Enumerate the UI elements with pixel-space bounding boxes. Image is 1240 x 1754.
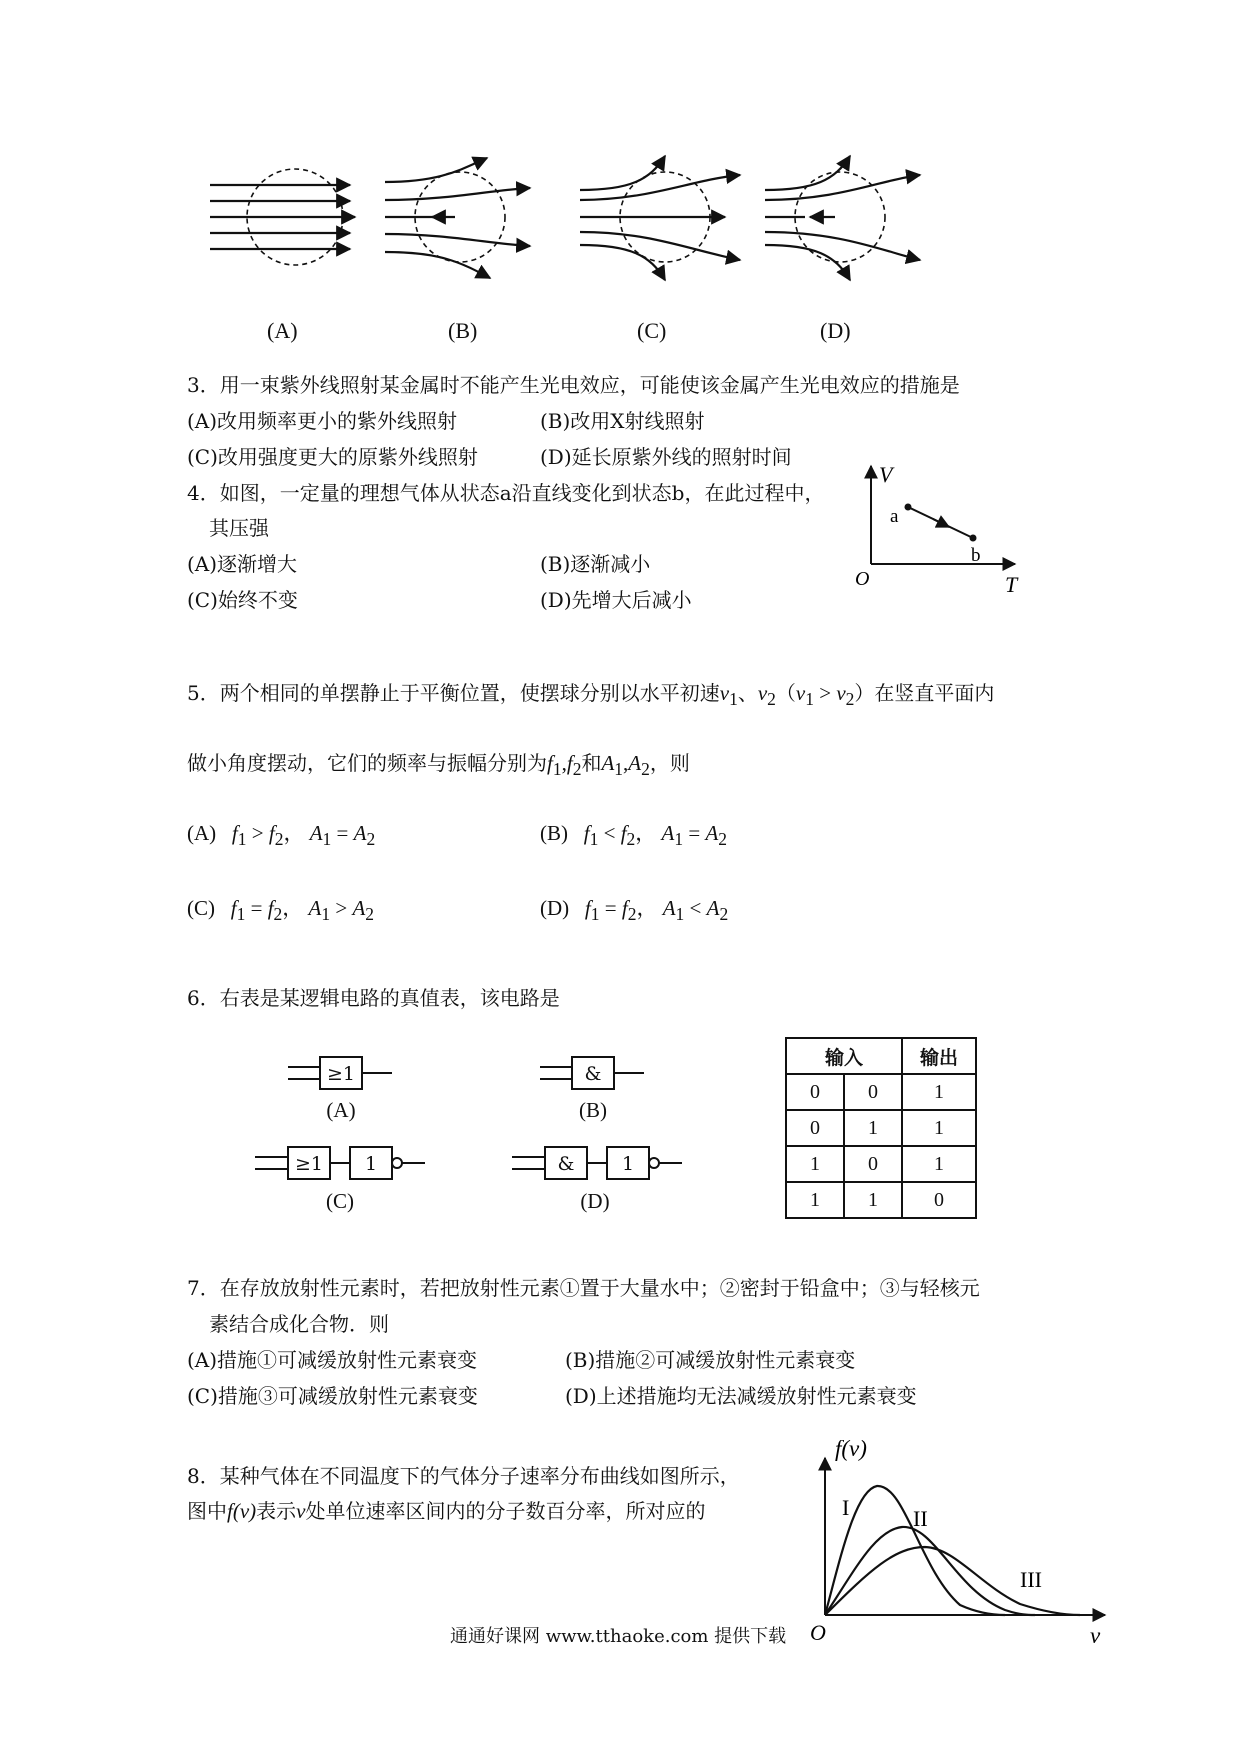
gate-c-nor-gate [255, 1147, 425, 1179]
vt-label-b: b [971, 545, 981, 566]
fv-x-label: v [1090, 1623, 1101, 1648]
q5-option-c: (C) $f_1 = f_2$， $A_1 > A_2$ [187, 896, 375, 925]
q7-stem-line1: 7．在存放放射性元素时，若把放射性元素①置于大量水中；②密封于铅盒中；③与轻核元 [187, 1276, 980, 1300]
q5-option-d: (D) $f_1 = f_2$， $A_1 < A_2$ [540, 896, 729, 925]
table-row: 0 0 1 [786, 1074, 976, 1110]
curve-label-ii: II [913, 1506, 928, 1531]
q6-stem: 6．右表是某逻辑电路的真值表，该电路是 [187, 986, 560, 1010]
truth-table-header-output: 输出 [902, 1038, 976, 1074]
scatter-diagram-c [580, 156, 740, 280]
vt-point-a [905, 504, 912, 511]
q5-stem-line1: 5．两个相同的单摆静止于平衡位置，使摆球分别以水平初速$v_1$、$v_2(v_1 > v_2)$在竖直平面内 [187, 681, 995, 710]
curve-ii [825, 1527, 1035, 1615]
q4-stem-line2: 其压强 [209, 516, 269, 540]
gate-d-second: 1 [621, 1153, 635, 1175]
vt-x-label: T [1005, 572, 1018, 597]
q4-stem-line1: 4．如图，一定量的理想气体从状态a沿直线变化到状态b，在此过程中， [187, 481, 825, 505]
gate-d-nand-gate [512, 1147, 682, 1179]
table-row: 1 1 0 [786, 1182, 976, 1218]
q5-option-a: (A) $f_1 > f_2$， $A_1 = A_2$ [187, 821, 376, 850]
truth-table-header-input: 输入 [786, 1038, 902, 1074]
q5-option-b: (B) $f_1 < f_2$， $A_1 = A_2$ [540, 821, 728, 850]
gate-b-symbol: & [584, 1063, 602, 1085]
scatter-label-a: (A) [267, 318, 298, 343]
table-row: 1 0 1 [786, 1146, 976, 1182]
q4-option-a: (A)逐渐增大 [187, 552, 298, 576]
gate-a-symbol: ≥1 [326, 1063, 356, 1085]
fv-y-label: f(v) [835, 1440, 867, 1461]
truth-table [785, 1037, 977, 1219]
scatter-label-b: (B) [448, 318, 478, 343]
speed-distribution-graph [810, 1440, 1110, 1650]
scatter-diagram-d [765, 156, 920, 280]
q8-stem-line1: 8．某种气体在不同温度下的气体分子速率分布曲线如图所示， [187, 1464, 740, 1488]
gate-c-label: (C) [326, 1189, 354, 1213]
q3-option-b: (B)改用X射线照射 [540, 409, 705, 433]
gate-a-label: (A) [326, 1098, 356, 1122]
q7-stem-line2: 素结合成化合物．则 [209, 1312, 389, 1336]
scattering-figure [200, 150, 1000, 300]
vt-point-b [970, 535, 977, 542]
scatter-diagram-b [385, 158, 530, 278]
q7-option-b: (B)措施②可减缓放射性元素衰变 [565, 1348, 856, 1372]
q3-stem: 3．用一束紫外线照射某金属时不能产生光电效应，可能使该金属产生光电效应的措施是 [187, 373, 960, 397]
q4-option-b: (B)逐渐减小 [540, 552, 651, 576]
curve-label-iii: III [1020, 1567, 1042, 1592]
table-row: 0 1 1 [786, 1110, 976, 1146]
footer-source: 通通好课网 www.tthaoke.com 提供下载 [450, 1626, 787, 1647]
q4-option-d: (D)先增大后减小 [540, 588, 692, 612]
fv-origin: O [810, 1620, 826, 1645]
vt-origin: O [855, 568, 870, 590]
gate-b-label: (B) [579, 1098, 607, 1122]
gate-d-symbol: & [557, 1153, 575, 1175]
vt-y-label: V [879, 462, 893, 487]
vt-graph [855, 460, 1030, 600]
q3-option-c: (C)改用强度更大的原紫外线照射 [187, 445, 478, 469]
scatter-label-c: (C) [637, 318, 667, 343]
scatter-diagram-a [210, 169, 355, 265]
q5-stem-line2: 做小角度摆动，它们的频率与振幅分别为$f_1,f_2$和$A_1,A_2$，则 [187, 751, 690, 780]
q7-option-c: (C)措施③可减缓放射性元素衰变 [187, 1384, 478, 1408]
q7-option-d: (D)上述措施均无法减缓放射性元素衰变 [565, 1384, 917, 1408]
q3-option-a: (A)改用频率更小的紫外线照射 [187, 409, 458, 433]
q3-option-d: (D)延长原紫外线的照射时间 [540, 445, 792, 469]
vt-label-a: a [890, 506, 899, 527]
q4-option-c: (C)始终不变 [187, 588, 298, 612]
scatter-label-d: (D) [820, 318, 851, 343]
q8-stem-line2: 图中f(v)表示v处单位速率区间内的分子数百分率，所对应的 [187, 1499, 706, 1523]
gate-d-label: (D) [580, 1189, 610, 1213]
curve-label-i: I [842, 1495, 850, 1520]
logic-gates-figure [250, 1045, 690, 1220]
q7-option-a: (A)措施①可减缓放射性元素衰变 [187, 1348, 478, 1372]
gate-c-symbol: ≥1 [294, 1153, 324, 1175]
vt-process-arrow [933, 519, 949, 527]
gate-c-second: 1 [364, 1153, 378, 1175]
